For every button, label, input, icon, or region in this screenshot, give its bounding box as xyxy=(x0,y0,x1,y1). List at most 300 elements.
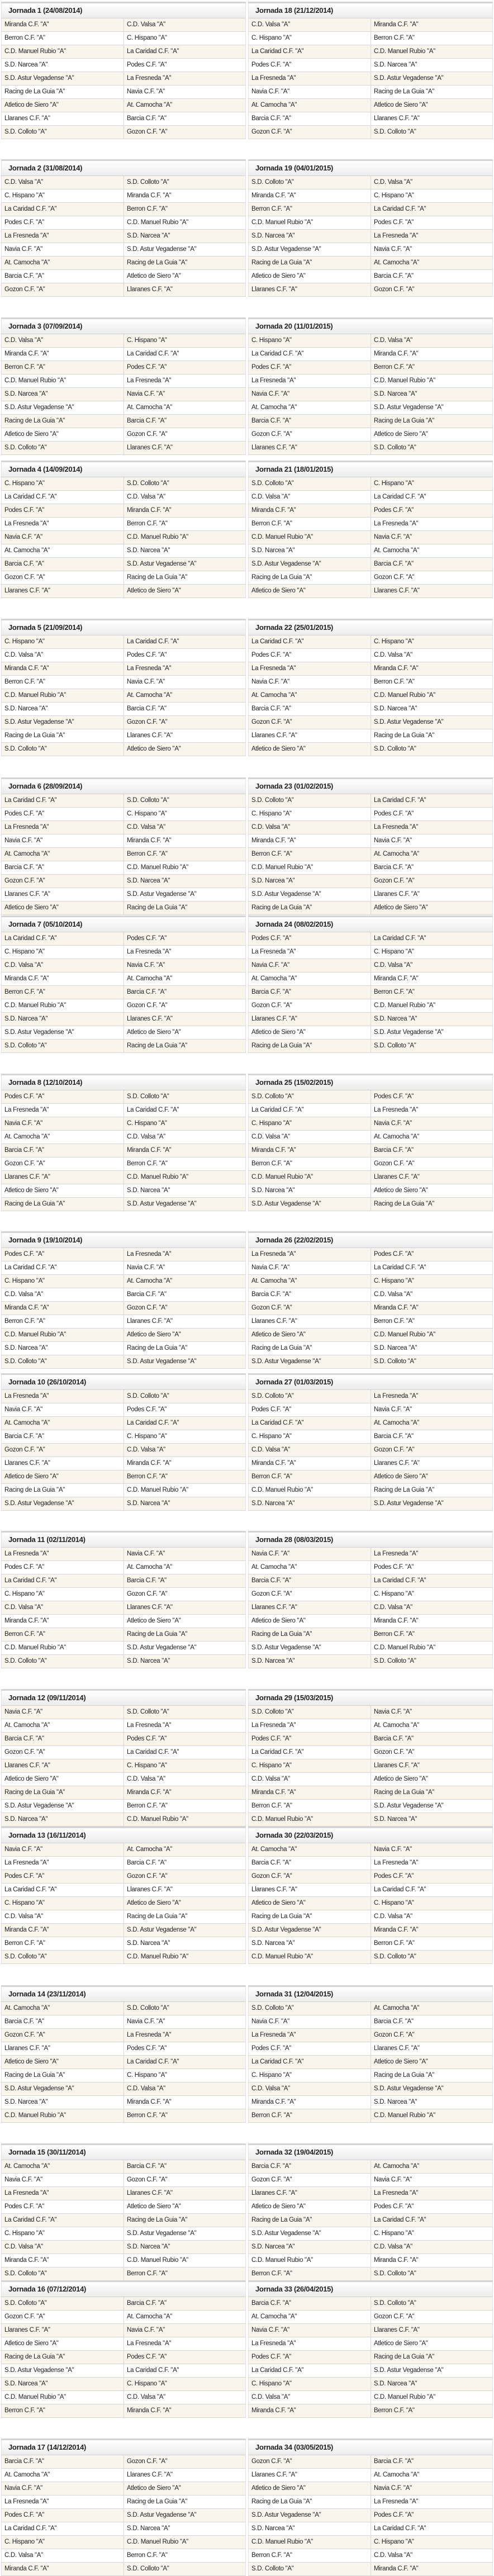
home-team: La Fresneda "A" xyxy=(248,2029,370,2042)
home-team: Llaranes C.F. "A" xyxy=(1,1457,124,1470)
home-team: La Fresneda "A" xyxy=(1,1390,124,1403)
match-list xyxy=(248,1548,493,1668)
match-row xyxy=(1,2378,246,2391)
match-list xyxy=(248,2160,493,2281)
match-row xyxy=(248,1470,493,1484)
away-team: Atletico de Siero "A" xyxy=(124,2200,246,2213)
jornada-table xyxy=(248,1689,493,1827)
match-row xyxy=(1,1026,246,1040)
away-team: C.D. Manuel Rubio "A" xyxy=(124,2254,246,2267)
home-team: La Fresneda "A" xyxy=(1,1104,124,1117)
away-team: Racing de La Guia "A" xyxy=(124,902,246,914)
away-team: Berron C.F. "A" xyxy=(124,848,246,861)
match-row xyxy=(1,491,246,504)
match-list xyxy=(248,635,493,756)
home-team: La Fresneda "A" xyxy=(248,2337,370,2350)
home-team: C. Hispano "A" xyxy=(1,635,124,648)
jornada-table xyxy=(1,619,246,756)
home-team: Barcia C.F. "A" xyxy=(1,1733,124,1745)
match-row xyxy=(1,1430,246,1444)
home-team: C.D. Manuel Rubio "A" xyxy=(1,1329,124,1341)
away-team: Atletico de Siero "A" xyxy=(370,1470,493,1483)
match-row xyxy=(1,2109,246,2123)
home-team: Berron C.F. "A" xyxy=(1,1628,124,1641)
away-team: S.D. Colloto "A" xyxy=(370,743,493,756)
match-row xyxy=(248,2042,493,2056)
away-team: Racing de La Guia "A" xyxy=(124,1342,246,1355)
home-team: Racing de La Guia "A" xyxy=(248,571,370,584)
away-team: C. Hispano "A" xyxy=(370,477,493,490)
match-row xyxy=(1,1261,246,1275)
away-team: La Caridad C.F. "A" xyxy=(370,491,493,504)
match-row xyxy=(1,270,246,283)
home-team: S.D. Colloto "A" xyxy=(1,743,124,756)
away-team: C.D. Valsa "A" xyxy=(124,1444,246,1457)
jornada-title: Jornada 26 (22/02/2015) xyxy=(248,1233,493,1248)
away-team: S.D. Colloto "A" xyxy=(370,1951,493,1963)
match-row xyxy=(1,1144,246,1157)
match-list xyxy=(248,176,493,297)
match-row xyxy=(248,1104,493,1117)
match-row xyxy=(248,1897,493,1910)
jornada-title: Jornada 20 (11/01/2015) xyxy=(248,319,493,334)
match-row xyxy=(1,2015,246,2029)
match-row xyxy=(1,2029,246,2042)
away-team: La Caridad C.F. "A" xyxy=(124,348,246,360)
away-team: S.D. Colloto "A" xyxy=(370,442,493,454)
jornada-title: Jornada 15 (30/11/2014) xyxy=(1,2145,246,2160)
away-team: Gozon C.F. "A" xyxy=(124,2174,246,2186)
match-row xyxy=(248,189,493,203)
home-team: Racing de La Guia "A" xyxy=(1,1198,124,1211)
match-row xyxy=(248,834,493,848)
home-team: Navia C.F. "A" xyxy=(1,1403,124,1416)
away-team: La Caridad C.F. "A" xyxy=(124,1417,246,1430)
match-list xyxy=(248,1090,493,1211)
home-team: At. Camocha "A" xyxy=(1,1417,124,1430)
match-row xyxy=(248,2029,493,2042)
match-row xyxy=(1,585,246,598)
home-team: Barcia C.F. "A" xyxy=(1,1430,124,1443)
away-team: C.D. Manuel Rubio "A" xyxy=(124,531,246,544)
home-team: La Caridad C.F. "A" xyxy=(1,1884,124,1896)
match-row xyxy=(248,1198,493,1211)
home-team: Gozon C.F. "A" xyxy=(1,1746,124,1759)
match-row xyxy=(1,1951,246,1964)
match-list xyxy=(1,932,246,1053)
home-team: Navia C.F. "A" xyxy=(1,1843,124,1856)
away-team: C. Hispano "A" xyxy=(124,1430,246,1443)
home-team: Barcia C.F. "A" xyxy=(248,703,370,715)
match-row xyxy=(248,1444,493,1457)
home-team: At. Camocha "A" xyxy=(248,1561,370,1574)
match-row xyxy=(248,1342,493,1355)
match-row xyxy=(1,2254,246,2267)
away-team: C. Hispano "A" xyxy=(124,808,246,820)
home-team: S.D. Astur Vegadense "A" xyxy=(1,1497,124,1510)
match-list xyxy=(248,1706,493,1827)
home-team: La Fresneda "A" xyxy=(248,374,370,387)
away-team: S.D. Colloto "A" xyxy=(124,794,246,807)
jornada-table xyxy=(248,1231,493,1369)
away-team: La Fresneda "A" xyxy=(124,2337,246,2350)
away-team: S.D. Astur Vegadense "A" xyxy=(124,1642,246,1654)
home-team: Navia C.F. "A" xyxy=(248,2324,370,2337)
away-team: Navia C.F. "A" xyxy=(370,2482,493,2495)
away-team: Gozon C.F. "A" xyxy=(124,999,246,1012)
match-row xyxy=(248,2015,493,2029)
jornada-table xyxy=(1,2280,246,2418)
away-team: Gozon C.F. "A" xyxy=(370,571,493,584)
away-team: La Fresneda "A" xyxy=(370,1857,493,1870)
away-team: Atletico de Siero "A" xyxy=(370,1773,493,1786)
away-team: Miranda C.F. "A" xyxy=(124,189,246,202)
away-team: Llaranes C.F. "A" xyxy=(370,112,493,125)
away-team: La Caridad C.F. "A" xyxy=(370,1884,493,1896)
match-row xyxy=(248,415,493,428)
away-team: Atletico de Siero "A" xyxy=(124,270,246,283)
away-team: C.D. Manuel Rubio "A" xyxy=(370,999,493,1012)
match-list xyxy=(1,334,246,455)
home-team: Llaranes C.F. "A" xyxy=(248,2469,370,2482)
match-row xyxy=(248,1457,493,1470)
home-team: C. Hispano "A" xyxy=(248,334,370,347)
match-row xyxy=(248,2522,493,2536)
match-list xyxy=(1,1248,246,1369)
home-team: C.D. Valsa "A" xyxy=(1,649,124,662)
jornada-title: Jornada 22 (25/01/2015) xyxy=(248,620,493,635)
home-team: Atletico de Siero "A" xyxy=(248,585,370,597)
match-row xyxy=(1,2241,246,2254)
home-team: Berron C.F. "A" xyxy=(248,203,370,216)
match-row xyxy=(248,1117,493,1131)
match-row xyxy=(1,1759,246,1773)
away-team: La Caridad C.F. "A" xyxy=(370,1261,493,1274)
away-team: La Caridad C.F. "A" xyxy=(370,2522,493,2535)
match-row xyxy=(248,946,493,959)
home-team: Berron C.F. "A" xyxy=(248,1470,370,1483)
home-team: C.D. Manuel Rubio "A" xyxy=(248,1171,370,1184)
match-row xyxy=(248,18,493,32)
away-team: Navia C.F. "A" xyxy=(124,1261,246,1274)
home-team: Llaranes C.F. "A" xyxy=(248,2187,370,2200)
away-team: C.D. Manuel Rubio "A" xyxy=(370,689,493,702)
away-team: C.D. Manuel Rubio "A" xyxy=(370,1329,493,1341)
match-row xyxy=(1,243,246,257)
jornada-table xyxy=(1,1074,246,1211)
away-team: Barcia C.F. "A" xyxy=(370,2455,493,2468)
away-team: C.D. Valsa "A" xyxy=(370,2241,493,2254)
match-row xyxy=(1,1288,246,1302)
away-team: Podes C.F. "A" xyxy=(370,2200,493,2213)
match-row xyxy=(248,1870,493,1884)
match-row xyxy=(1,1615,246,1628)
home-team: C.D. Manuel Rubio "A" xyxy=(248,1484,370,1497)
home-team: Miranda C.F. "A" xyxy=(248,834,370,847)
home-team: Navia C.F. "A" xyxy=(1,243,124,256)
home-team: S.D. Narcea "A" xyxy=(248,1184,370,1197)
home-team: S.D. Colloto "A" xyxy=(248,2002,370,2015)
home-team: Navia C.F. "A" xyxy=(1,1117,124,1130)
match-row xyxy=(248,1910,493,1924)
away-team: S.D. Narcea "A" xyxy=(370,2096,493,2109)
home-team: S.D. Astur Vegadense "A" xyxy=(248,2227,370,2240)
away-team: La Fresneda "A" xyxy=(124,662,246,675)
match-list xyxy=(1,2455,246,2576)
home-team: Podes C.F. "A" xyxy=(1,216,124,229)
match-row xyxy=(248,1642,493,1655)
home-team: S.D. Narcea "A" xyxy=(1,703,124,715)
jornada-table xyxy=(1,1985,246,2123)
away-team: Barcia C.F. "A" xyxy=(124,1574,246,1587)
match-row xyxy=(248,2056,493,2069)
home-team: Llaranes C.F. "A" xyxy=(1,1759,124,1772)
jornada-table xyxy=(1,1827,246,1964)
away-team: S.D. Astur Vegadense "A" xyxy=(370,401,493,414)
away-team: At. Camocha "A" xyxy=(124,1561,246,1574)
home-team: Barcia C.F. "A" xyxy=(1,270,124,283)
match-row xyxy=(248,1615,493,1628)
match-row xyxy=(248,1329,493,1342)
match-list xyxy=(248,334,493,455)
jornada-title: Jornada 8 (12/10/2014) xyxy=(1,1075,246,1090)
home-team: La Fresneda "A" xyxy=(248,662,370,675)
home-team: Navia C.F. "A" xyxy=(1,2174,124,2186)
away-team: Podes C.F. "A" xyxy=(124,649,246,662)
home-team: S.D. Narcea "A" xyxy=(1,2096,124,2109)
jornada-table xyxy=(248,317,493,455)
away-team: Podes C.F. "A" xyxy=(370,504,493,517)
away-team: C.D. Valsa "A" xyxy=(124,18,246,31)
home-team: Atletico de Siero "A" xyxy=(1,2337,124,2350)
away-team: S.D. Colloto "A" xyxy=(124,2563,246,2575)
match-row xyxy=(248,230,493,243)
match-row xyxy=(1,1870,246,1884)
away-team: S.D. Narcea "A" xyxy=(124,1184,246,1197)
match-list xyxy=(1,2297,246,2418)
match-row xyxy=(248,1800,493,1813)
away-team: S.D. Colloto "A" xyxy=(124,477,246,490)
jornada-title: Jornada 7 (05/10/2014) xyxy=(1,917,246,932)
match-row xyxy=(248,861,493,875)
match-list xyxy=(248,1390,493,1511)
away-team: At. Camocha "A" xyxy=(124,401,246,414)
home-team: La Caridad C.F. "A" xyxy=(248,348,370,360)
away-team: S.D. Astur Vegadense "A" xyxy=(370,1497,493,1510)
away-team: Miranda C.F. "A" xyxy=(124,1144,246,1157)
jornada-table xyxy=(1,1373,246,1511)
home-team: C.D. Valsa "A" xyxy=(248,1773,370,1786)
match-row xyxy=(248,361,493,374)
away-team: La Fresneda "A" xyxy=(370,1104,493,1117)
match-row xyxy=(1,2214,246,2227)
home-team: Llaranes C.F. "A" xyxy=(248,1601,370,1614)
home-team: C.D. Valsa "A" xyxy=(1,1601,124,1614)
match-row xyxy=(1,972,246,986)
away-team: Llaranes C.F. "A" xyxy=(370,888,493,901)
jornada-title: Jornada 24 (08/02/2015) xyxy=(248,917,493,932)
away-team: C.D. Valsa "A" xyxy=(124,1131,246,1144)
match-row xyxy=(248,986,493,999)
away-team: C. Hispano "A" xyxy=(124,334,246,347)
match-row xyxy=(248,932,493,946)
home-team: S.D. Colloto "A" xyxy=(1,2297,124,2310)
match-row xyxy=(248,334,493,348)
match-row xyxy=(248,2254,493,2267)
away-team: Llaranes C.F. "A" xyxy=(370,2324,493,2337)
match-row xyxy=(1,2174,246,2187)
match-row xyxy=(248,1574,493,1588)
home-team: Miranda C.F. "A" xyxy=(248,504,370,517)
away-team: S.D. Astur Vegadense "A" xyxy=(370,1800,493,1813)
home-team: C.D. Valsa "A" xyxy=(248,18,370,31)
match-row xyxy=(1,2496,246,2509)
home-team: Atletico de Siero "A" xyxy=(248,1329,370,1341)
match-row xyxy=(1,999,246,1013)
away-team: At. Camocha "A" xyxy=(370,2160,493,2173)
away-team: Racing de La Guia "A" xyxy=(370,86,493,98)
away-team: C. Hispano "A" xyxy=(370,189,493,202)
home-team: C.D. Manuel Rubio "A" xyxy=(248,1951,370,1963)
away-team: Atletico de Siero "A" xyxy=(124,2482,246,2495)
match-row xyxy=(1,504,246,518)
match-row xyxy=(248,1403,493,1417)
home-team: Racing de La Guia "A" xyxy=(248,1342,370,1355)
match-row xyxy=(248,2536,493,2549)
match-row xyxy=(1,1342,246,1355)
match-row xyxy=(248,1548,493,1561)
jornada-table xyxy=(248,2439,493,2576)
match-row xyxy=(1,257,246,270)
match-row xyxy=(248,1131,493,1144)
match-row xyxy=(1,932,246,946)
home-team: Llaranes C.F. "A" xyxy=(1,112,124,125)
match-row xyxy=(248,1157,493,1171)
jornada-title: Jornada 33 (26/04/2015) xyxy=(248,2282,493,2297)
away-team: S.D. Astur Vegadense "A" xyxy=(124,558,246,571)
away-team: At. Camocha "A" xyxy=(124,1843,246,1856)
away-team: Gozon C.F. "A" xyxy=(124,1588,246,1601)
away-team: Gozon C.F. "A" xyxy=(370,875,493,888)
away-team: Miranda C.F. "A" xyxy=(370,348,493,360)
match-row xyxy=(1,1588,246,1601)
away-team: C.D. Valsa "A" xyxy=(124,1773,246,1786)
match-row xyxy=(1,729,246,743)
home-team: La Caridad C.F. "A" xyxy=(1,794,124,807)
home-team: Navia C.F. "A" xyxy=(248,1548,370,1560)
match-row xyxy=(248,2096,493,2109)
match-row xyxy=(248,2160,493,2174)
match-row xyxy=(248,2069,493,2082)
away-team: Barcia C.F. "A" xyxy=(370,558,493,571)
home-team: At. Camocha "A" xyxy=(248,401,370,414)
home-team: S.D. Narcea "A" xyxy=(248,1655,370,1668)
jornada-table xyxy=(248,1531,493,1668)
home-team: C.D. Manuel Rubio "A" xyxy=(1,2109,124,2122)
match-row xyxy=(248,1733,493,1746)
match-row xyxy=(1,794,246,808)
match-row xyxy=(248,571,493,585)
home-team: At. Camocha "A" xyxy=(1,1131,124,1144)
jornada-title: Jornada 14 (23/11/2014) xyxy=(1,1987,246,2002)
match-row xyxy=(1,2337,246,2351)
match-row xyxy=(248,59,493,72)
match-list xyxy=(248,18,493,139)
match-row xyxy=(248,1302,493,1315)
home-team: Berron C.F. "A" xyxy=(248,1800,370,1813)
home-team: C. Hispano "A" xyxy=(1,189,124,202)
away-team: C.D. Valsa "A" xyxy=(370,1288,493,1301)
home-team: C.D. Manuel Rubio "A" xyxy=(1,1642,124,1654)
match-row xyxy=(1,1910,246,1924)
match-row xyxy=(1,1198,246,1211)
away-team: C. Hispano "A" xyxy=(124,1759,246,1772)
away-team: S.D. Narcea "A" xyxy=(124,544,246,557)
jornada-title: Jornada 27 (01/03/2015) xyxy=(248,1375,493,1390)
match-row xyxy=(1,986,246,999)
home-team: La Caridad C.F. "A" xyxy=(248,635,370,648)
match-row xyxy=(248,1484,493,1497)
match-row xyxy=(1,1248,246,1261)
away-team: Barcia C.F. "A" xyxy=(124,2297,246,2310)
home-team: Gozon C.F. "A" xyxy=(1,2311,124,2323)
match-row xyxy=(248,1628,493,1642)
home-team: La Fresneda "A" xyxy=(248,1719,370,1732)
away-team: S.D. Colloto "A" xyxy=(370,1040,493,1052)
match-row xyxy=(248,848,493,861)
match-row xyxy=(248,518,493,531)
away-team: S.D. Narcea "A" xyxy=(370,1013,493,1026)
match-row xyxy=(248,203,493,216)
match-row xyxy=(1,2391,246,2404)
home-team: C. Hispano "A" xyxy=(248,1117,370,1130)
away-team: Atletico de Siero "A" xyxy=(370,2056,493,2069)
match-row xyxy=(248,2469,493,2482)
away-team: Racing de La Guia "A" xyxy=(370,1484,493,1497)
match-row xyxy=(248,428,493,442)
home-team: Berron C.F. "A" xyxy=(1,986,124,999)
home-team: Barcia C.F. "A" xyxy=(1,1144,124,1157)
away-team: Berron C.F. "A" xyxy=(124,203,246,216)
jornada-table xyxy=(248,2,493,139)
home-team: Podes C.F. "A" xyxy=(1,2509,124,2522)
match-row xyxy=(1,1390,246,1403)
away-team: Atletico de Siero "A" xyxy=(124,1329,246,1341)
away-team: C.D. Valsa "A" xyxy=(124,491,246,504)
home-team: Miranda C.F. "A" xyxy=(1,1302,124,1315)
match-row xyxy=(248,1430,493,1444)
match-row xyxy=(248,2311,493,2324)
match-row xyxy=(1,334,246,348)
away-team: Miranda C.F. "A" xyxy=(124,834,246,847)
away-team: La Caridad C.F. "A" xyxy=(370,203,493,216)
away-team: Miranda C.F. "A" xyxy=(124,1786,246,1799)
away-team: C.D. Valsa "A" xyxy=(124,2082,246,2095)
match-row xyxy=(1,1184,246,1198)
away-team: Gozon C.F. "A" xyxy=(370,2029,493,2042)
match-row xyxy=(248,2187,493,2200)
jornada-table xyxy=(1,1689,246,1827)
home-team: At. Camocha "A" xyxy=(248,1275,370,1288)
away-team: S.D. Colloto "A" xyxy=(124,176,246,189)
match-row xyxy=(248,176,493,189)
match-row xyxy=(248,1288,493,1302)
away-team: C.D. Valsa "A" xyxy=(370,649,493,662)
away-team: Podes C.F. "A" xyxy=(124,59,246,72)
away-team: C.D. Manuel Rubio "A" xyxy=(124,1484,246,1497)
away-team: Berron C.F. "A" xyxy=(370,1628,493,1641)
home-team: Atletico de Siero "A" xyxy=(248,1026,370,1039)
